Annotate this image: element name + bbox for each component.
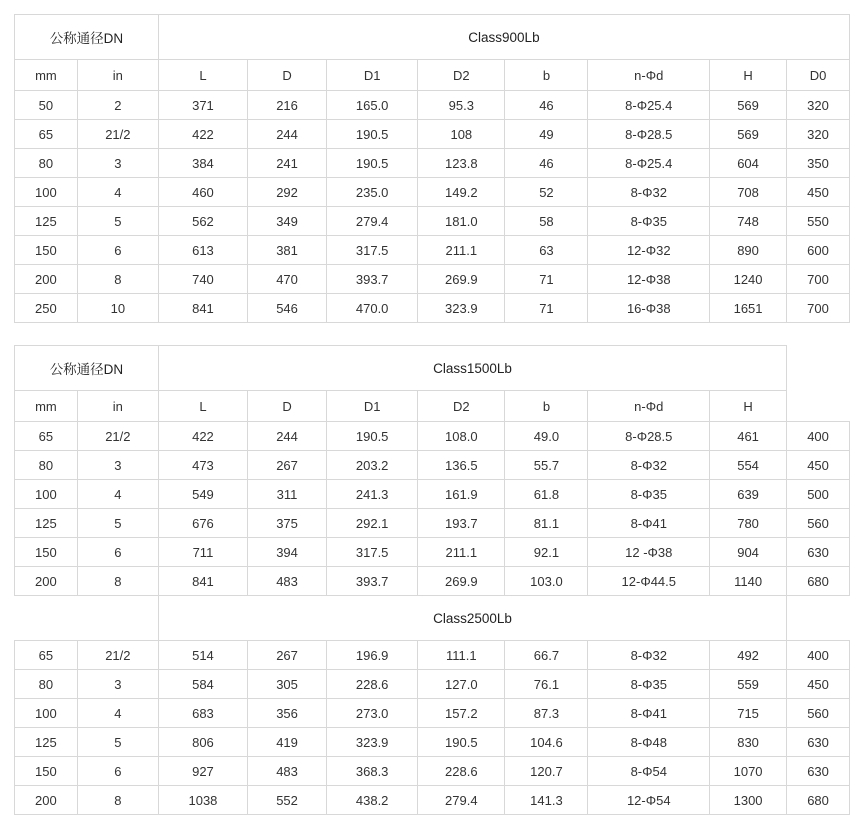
cell: 748 [710, 207, 787, 236]
cell: 323.9 [327, 728, 418, 757]
table-row [15, 567, 850, 596]
column-header-d: D [248, 391, 327, 422]
cell: 438.2 [327, 786, 418, 815]
cell: 120.7 [505, 757, 588, 786]
cell: 211.1 [418, 538, 505, 567]
cell: 279.4 [327, 207, 418, 236]
cell: 4 [77, 699, 158, 728]
empty-cell [15, 596, 159, 641]
table-row [15, 120, 850, 149]
cell: 320 [787, 120, 850, 149]
cell: 87.3 [505, 699, 588, 728]
cell: 419 [248, 728, 327, 757]
cell: 806 [158, 728, 247, 757]
cell: 16-Φ38 [588, 294, 710, 323]
cell: 190.5 [418, 728, 505, 757]
cell: 8-Φ41 [588, 699, 710, 728]
cell: 12-Φ32 [588, 236, 710, 265]
cell: 279.4 [418, 786, 505, 815]
cell: 149.2 [418, 178, 505, 207]
table-row [15, 757, 850, 786]
table-row [15, 509, 850, 538]
class-header: Class2500Lb [158, 596, 786, 641]
cell: 200 [15, 265, 78, 294]
cell: 141.3 [505, 786, 588, 815]
cell: 267 [248, 641, 327, 670]
table-row [15, 178, 850, 207]
cell: 393.7 [327, 265, 418, 294]
cell: 830 [710, 728, 787, 757]
cell: 483 [248, 757, 327, 786]
cell: 190.5 [327, 120, 418, 149]
cell: 8-Φ32 [588, 641, 710, 670]
cell: 200 [15, 786, 78, 815]
cell: 8-Φ35 [588, 207, 710, 236]
cell: 8-Φ25.4 [588, 149, 710, 178]
table-row [15, 451, 850, 480]
cell: 1038 [158, 786, 247, 815]
cell: 200 [15, 567, 78, 596]
cell: 1300 [710, 786, 787, 815]
cell: 92.1 [505, 538, 588, 567]
cell: 381 [248, 236, 327, 265]
cell: 841 [158, 567, 247, 596]
cell: 550 [787, 207, 850, 236]
cell: 8-Φ32 [588, 178, 710, 207]
cell: 108.0 [418, 422, 505, 451]
cell: 562 [158, 207, 247, 236]
cell: 244 [248, 422, 327, 451]
cell: 12 -Φ38 [588, 538, 710, 567]
cell: 12-Φ38 [588, 265, 710, 294]
cell: 21/2 [77, 422, 158, 451]
column-header-d1: D1 [327, 391, 418, 422]
cell: 58 [505, 207, 588, 236]
cell: 8-Φ32 [588, 451, 710, 480]
cell: 190.5 [327, 149, 418, 178]
cell: 269.9 [418, 567, 505, 596]
cell: 1070 [710, 757, 787, 786]
cell: 560 [787, 699, 850, 728]
cell: 927 [158, 757, 247, 786]
cell: 8-Φ54 [588, 757, 710, 786]
cell: 356 [248, 699, 327, 728]
cell: 196.9 [327, 641, 418, 670]
cell: 211.1 [418, 236, 505, 265]
table-row [15, 149, 850, 178]
table-row [15, 91, 850, 120]
empty-cell [787, 596, 850, 641]
cell: 2 [77, 91, 158, 120]
dn-header: 公称通径DN [15, 346, 159, 391]
column-header-b: b [505, 391, 588, 422]
cell: 305 [248, 670, 327, 699]
cell: 680 [787, 567, 850, 596]
cell: 216 [248, 91, 327, 120]
cell: 76.1 [505, 670, 588, 699]
column-header-h: H [710, 391, 787, 422]
table-row [15, 670, 850, 699]
cell: 371 [158, 91, 247, 120]
cell: 700 [787, 294, 850, 323]
dn-header: 公称通径DN [15, 15, 159, 60]
cell: 740 [158, 265, 247, 294]
cell: 4 [77, 178, 158, 207]
cell: 630 [787, 757, 850, 786]
cell: 368.3 [327, 757, 418, 786]
cell: 21/2 [77, 120, 158, 149]
cell: 181.0 [418, 207, 505, 236]
cell: 8 [77, 786, 158, 815]
class-header: Class900Lb [158, 15, 849, 60]
cell: 700 [787, 265, 850, 294]
cell: 904 [710, 538, 787, 567]
cell: 50 [15, 91, 78, 120]
cell: 549 [158, 480, 247, 509]
column-header-h: H [710, 60, 787, 91]
cell: 46 [505, 149, 588, 178]
cell: 317.5 [327, 538, 418, 567]
cell: 780 [710, 509, 787, 538]
cell: 244 [248, 120, 327, 149]
column-header-d2: D2 [418, 391, 505, 422]
cell: 71 [505, 294, 588, 323]
cell: 65 [15, 422, 78, 451]
cell: 841 [158, 294, 247, 323]
cell: 12-Φ54 [588, 786, 710, 815]
column-header-d2: D2 [418, 60, 505, 91]
cell: 8-Φ35 [588, 480, 710, 509]
cell: 5 [77, 509, 158, 538]
cell: 422 [158, 120, 247, 149]
cell: 267 [248, 451, 327, 480]
cell: 350 [787, 149, 850, 178]
cell: 473 [158, 451, 247, 480]
cell: 613 [158, 236, 247, 265]
cell: 228.6 [418, 757, 505, 786]
column-header-nphid: n-Φd [588, 60, 710, 91]
cell: 100 [15, 480, 78, 509]
cell: 604 [710, 149, 787, 178]
cell: 55.7 [505, 451, 588, 480]
column-header-l: L [158, 391, 247, 422]
cell: 483 [248, 567, 327, 596]
cell: 150 [15, 757, 78, 786]
cell: 514 [158, 641, 247, 670]
cell: 5 [77, 728, 158, 757]
cell: 21/2 [77, 641, 158, 670]
cell: 80 [15, 451, 78, 480]
cell: 394 [248, 538, 327, 567]
cell: 49 [505, 120, 588, 149]
cell: 500 [787, 480, 850, 509]
cell: 4 [77, 480, 158, 509]
cell: 6 [77, 757, 158, 786]
column-header-b: b [505, 60, 588, 91]
cell: 81.1 [505, 509, 588, 538]
cell: 311 [248, 480, 327, 509]
cell: 8-Φ41 [588, 509, 710, 538]
cell: 317.5 [327, 236, 418, 265]
cell: 241.3 [327, 480, 418, 509]
cell: 400 [787, 422, 850, 451]
cell: 95.3 [418, 91, 505, 120]
column-header-in: in [77, 60, 158, 91]
cell: 104.6 [505, 728, 588, 757]
cell: 450 [787, 178, 850, 207]
cell: 3 [77, 670, 158, 699]
cell: 676 [158, 509, 247, 538]
cell: 552 [248, 786, 327, 815]
cell: 1140 [710, 567, 787, 596]
cell: 393.7 [327, 567, 418, 596]
cell: 100 [15, 699, 78, 728]
cell: 375 [248, 509, 327, 538]
cell: 273.0 [327, 699, 418, 728]
table-row [15, 699, 850, 728]
cell: 52 [505, 178, 588, 207]
cell: 292.1 [327, 509, 418, 538]
cell: 450 [787, 670, 850, 699]
table-row [15, 422, 850, 451]
cell: 235.0 [327, 178, 418, 207]
column-header-d0: D0 [787, 60, 850, 91]
cell: 492 [710, 641, 787, 670]
cell: 108 [418, 120, 505, 149]
cell: 292 [248, 178, 327, 207]
cell: 250 [15, 294, 78, 323]
cell: 111.1 [418, 641, 505, 670]
cell: 125 [15, 728, 78, 757]
cell: 80 [15, 670, 78, 699]
cell: 123.8 [418, 149, 505, 178]
cell: 8-Φ25.4 [588, 91, 710, 120]
table-header-row [15, 346, 850, 391]
cell: 384 [158, 149, 247, 178]
cell: 600 [787, 236, 850, 265]
cell: 12-Φ44.5 [588, 567, 710, 596]
table-row [15, 236, 850, 265]
cell: 422 [158, 422, 247, 451]
cell: 66.7 [505, 641, 588, 670]
cell: 65 [15, 120, 78, 149]
table-row [15, 786, 850, 815]
column-header-mm: mm [15, 391, 78, 422]
column-header-row [15, 60, 850, 91]
cell: 559 [710, 670, 787, 699]
cell: 349 [248, 207, 327, 236]
column-header-row [15, 391, 850, 422]
cell: 400 [787, 641, 850, 670]
cell: 103.0 [505, 567, 588, 596]
cell: 80 [15, 149, 78, 178]
cell: 8-Φ48 [588, 728, 710, 757]
column-header-l: L [158, 60, 247, 91]
cell: 125 [15, 207, 78, 236]
cell: 125 [15, 509, 78, 538]
cell: 461 [710, 422, 787, 451]
column-header-d: D [248, 60, 327, 91]
cell: 63 [505, 236, 588, 265]
cell: 6 [77, 236, 158, 265]
cell: 450 [787, 451, 850, 480]
cell: 711 [158, 538, 247, 567]
cell: 708 [710, 178, 787, 207]
table-row [15, 480, 850, 509]
table-header-row [15, 15, 850, 60]
cell: 890 [710, 236, 787, 265]
table-row [15, 728, 850, 757]
cell: 8-Φ28.5 [588, 120, 710, 149]
cell: 3 [77, 149, 158, 178]
cell: 241 [248, 149, 327, 178]
cell: 71 [505, 265, 588, 294]
column-header-mm: mm [15, 60, 78, 91]
cell: 203.2 [327, 451, 418, 480]
cell: 8 [77, 567, 158, 596]
cell: 8-Φ28.5 [588, 422, 710, 451]
table-spacer [14, 323, 848, 345]
cell: 639 [710, 480, 787, 509]
cell: 569 [710, 91, 787, 120]
cell: 150 [15, 236, 78, 265]
cell: 136.5 [418, 451, 505, 480]
column-header-in: in [77, 391, 158, 422]
table-row [15, 294, 850, 323]
cell: 65 [15, 641, 78, 670]
cell: 10 [77, 294, 158, 323]
cell: 161.9 [418, 480, 505, 509]
spec-table-class900 [14, 14, 850, 323]
cell: 5 [77, 207, 158, 236]
cell: 323.9 [418, 294, 505, 323]
class-header: Class1500Lb [158, 346, 786, 391]
cell: 680 [787, 786, 850, 815]
cell: 470.0 [327, 294, 418, 323]
cell: 630 [787, 538, 850, 567]
cell: 228.6 [327, 670, 418, 699]
table-header-row [15, 596, 850, 641]
table-row [15, 641, 850, 670]
column-header-d1: D1 [327, 60, 418, 91]
cell: 49.0 [505, 422, 588, 451]
cell: 320 [787, 91, 850, 120]
cell: 193.7 [418, 509, 505, 538]
cell: 546 [248, 294, 327, 323]
cell: 46 [505, 91, 588, 120]
table-row [15, 538, 850, 567]
cell: 554 [710, 451, 787, 480]
cell: 150 [15, 538, 78, 567]
cell: 157.2 [418, 699, 505, 728]
cell: 1651 [710, 294, 787, 323]
empty-cell [787, 391, 850, 422]
cell: 683 [158, 699, 247, 728]
cell: 100 [15, 178, 78, 207]
cell: 8-Φ35 [588, 670, 710, 699]
cell: 569 [710, 120, 787, 149]
cell: 61.8 [505, 480, 588, 509]
cell: 715 [710, 699, 787, 728]
cell: 584 [158, 670, 247, 699]
column-header-nphid: n-Φd [588, 391, 710, 422]
cell: 269.9 [418, 265, 505, 294]
cell: 560 [787, 509, 850, 538]
cell: 8 [77, 265, 158, 294]
cell: 127.0 [418, 670, 505, 699]
cell: 165.0 [327, 91, 418, 120]
empty-cell [787, 346, 850, 391]
spec-table-class1500 [14, 345, 850, 815]
cell: 190.5 [327, 422, 418, 451]
cell: 630 [787, 728, 850, 757]
cell: 470 [248, 265, 327, 294]
cell: 460 [158, 178, 247, 207]
table-row [15, 265, 850, 294]
cell: 6 [77, 538, 158, 567]
cell: 1240 [710, 265, 787, 294]
cell: 3 [77, 451, 158, 480]
table-row [15, 207, 850, 236]
